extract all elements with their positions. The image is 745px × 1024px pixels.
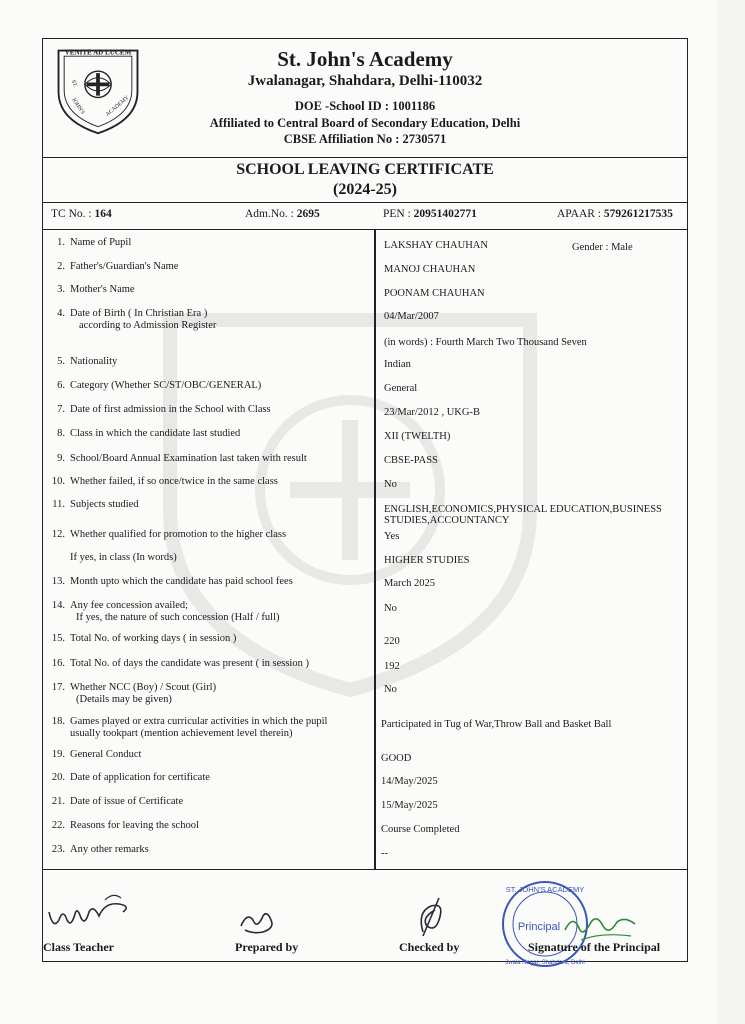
pupil-name: LAKSHAY CHAUHAN: [384, 240, 488, 251]
row-number: 14.: [51, 600, 65, 611]
pen-number: [383, 208, 477, 220]
row-label: Name of Pupil: [70, 237, 132, 248]
promotion-class: HIGHER STUDIES: [384, 555, 470, 566]
checked-by-signature-icon: [409, 892, 459, 942]
row-label: Date of application for certificate: [70, 772, 210, 783]
adm-value: 2695: [296, 208, 320, 220]
general-conduct: GOOD: [381, 753, 412, 764]
school-name: St. John's Academy: [277, 47, 453, 71]
date-of-birth-words: (in words) : Fourth March Two Thousand Seven: [384, 337, 587, 348]
row-label: Nationality: [70, 356, 118, 367]
certificate-session: (2024-25): [333, 181, 397, 198]
svg-text:ST. JOHN'S ACADEMY: ST. JOHN'S ACADEMY: [505, 885, 585, 894]
row-label: Date of Birth ( In Christian Era ): [70, 308, 208, 319]
principal-signature-icon: [561, 910, 641, 944]
gender: Gender : Male: [572, 242, 633, 253]
school-id: DOE -School ID : 1001186: [294, 99, 436, 113]
row-number: 10.: [51, 476, 65, 487]
row-number: 9.: [57, 453, 65, 464]
admission-number: [245, 208, 320, 220]
nationality: Indian: [384, 359, 411, 370]
row-number: 4.: [57, 308, 65, 319]
subjects-cont: STUDIES,ACCOUNTANCY: [384, 515, 510, 526]
header: [43, 39, 687, 158]
row-label: Total No. of working days ( in session ): [70, 633, 237, 644]
row-label: Subjects studied: [70, 499, 139, 510]
exam-result: CBSE-PASS: [384, 455, 438, 466]
row-label-sub: (Details may be given): [76, 694, 172, 705]
certificate-frame: [42, 38, 688, 966]
first-admission: 23/Mar/2012 , UKG-B: [384, 407, 480, 418]
pen-value: 20951402771: [413, 208, 477, 220]
row-number: 1.: [57, 237, 65, 248]
svg-text:Principal: Principal: [517, 921, 561, 933]
row-number: 3.: [57, 284, 65, 295]
row-label: Games played or extra curricular activities in which the pupil: [70, 716, 328, 727]
row-label: School/Board Annual Examination last taken with result: [70, 453, 307, 464]
days-present: 192: [384, 661, 400, 672]
row-number: 12.: [51, 529, 65, 540]
row-number: 5.: [57, 356, 65, 367]
tc-label: TC No. :: [51, 208, 92, 220]
row-label: Class in which the candidate last studied: [70, 428, 241, 439]
prepared-by-label: Prepared by: [235, 940, 299, 954]
row-number: 13.: [51, 576, 65, 587]
row-number: 20.: [51, 772, 65, 783]
fees-paid-upto: March 2025: [384, 578, 436, 589]
apaar-value: 579261217535: [603, 208, 673, 220]
issue-date: 15/May/2025: [381, 800, 438, 811]
affiliation-text: Affiliated to Central Board of Secondary Education, Delhi: [209, 116, 521, 130]
svg-text:ACADEMY: ACADEMY: [104, 94, 131, 118]
tc-value: 164: [94, 208, 112, 220]
row-number: 18.: [51, 716, 65, 727]
extra-curricular: Participated in Tug of War,Throw Ball and Basket Ball: [381, 719, 612, 730]
category: General: [384, 383, 418, 394]
row-label: Whether failed, if so once/twice in the same class: [70, 476, 278, 487]
row-number: 16.: [51, 658, 65, 669]
row-label-sub: If yes, the nature of such concession (Half / full): [76, 612, 280, 623]
certificate-title-block: [43, 157, 687, 203]
signature-footer: [43, 869, 687, 966]
row-number: 23.: [51, 844, 65, 855]
row-label: Whether NCC (Boy) / Scout (Girl): [70, 682, 217, 693]
row-label: Date of first admission in the School with Class: [70, 404, 271, 415]
row-number: 21.: [51, 796, 65, 807]
ncc-scout: No: [384, 684, 397, 695]
svg-text:VENITE AD LUCEM: VENITE AD LUCEM: [64, 48, 132, 57]
row-number: 11.: [52, 499, 65, 510]
application-date: 14/May/2025: [381, 776, 438, 787]
apaar-label: APAAR :: [557, 208, 601, 220]
row-label: Date of issue of Certificate: [70, 796, 184, 807]
principal-signature-label: Signature of the Principal: [528, 940, 661, 954]
working-days: 220: [384, 636, 400, 647]
apaar-number: [557, 208, 673, 220]
details-table: [43, 229, 687, 869]
row-number: 17.: [51, 682, 65, 693]
promotion-qualified: Yes: [384, 531, 400, 542]
leaving-reason: Course Completed: [381, 824, 460, 835]
father-name: MANOJ CHAUHAN: [384, 264, 476, 275]
date-of-birth: 04/Mar/2007: [384, 311, 439, 322]
row-label-sub: according to Admission Register: [79, 320, 217, 331]
school-address: Jwalanagar, Shahdara, Delhi-110032: [247, 73, 483, 89]
subjects: ENGLISH,ECONOMICS,PHYSICAL EDUCATION,BUSINESS: [384, 504, 662, 515]
row-label: Month upto which the candidate has paid school fees: [70, 576, 293, 587]
row-label: Any other remarks: [70, 844, 149, 855]
svg-text:ST.: ST.: [69, 79, 79, 89]
row-number: 8.: [57, 428, 65, 439]
row-label: Category (Whether SC/ST/OBC/GENERAL): [70, 380, 262, 391]
row-label: Mother's Name: [70, 284, 135, 295]
row-number: 6.: [57, 380, 65, 391]
mother-name: POONAM CHAUHAN: [384, 288, 485, 299]
row-number: 22.: [51, 820, 65, 831]
svg-text:Jwala Nagar, Shahdara, Delhi: Jwala Nagar, Shahdara, Delhi: [505, 960, 585, 966]
row-label: General Conduct: [70, 749, 142, 760]
pen-label: PEN :: [383, 208, 411, 220]
row-label: Whether qualified for promotion to the higher class: [70, 529, 287, 540]
fee-concession: No: [384, 603, 397, 614]
other-remarks: --: [381, 848, 388, 859]
adm-label: Adm.No. :: [245, 208, 294, 220]
certificate-title: SCHOOL LEAVING CERTIFICATE: [236, 161, 494, 178]
row-number: 7.: [57, 404, 65, 415]
tc-number: [51, 208, 112, 220]
row-label-sub: If yes, in class (In words): [70, 552, 177, 563]
prepared-by-signature-icon: [233, 906, 283, 942]
row-label-sub: usually tookpart (mention achievement level therein): [70, 728, 293, 739]
row-number: 2.: [57, 261, 65, 272]
failed-status: No: [384, 479, 397, 490]
svg-text:JOHN'S: JOHN'S: [70, 97, 86, 116]
id-row: [43, 203, 687, 230]
row-label: Total No. of days the candidate was present ( in session ): [70, 658, 309, 669]
row-label: Father's/Guardian's Name: [70, 261, 179, 272]
last-class: XII (TWELTH): [384, 431, 451, 442]
row-label: Reasons for leaving the school: [70, 820, 199, 831]
checked-by-label: Checked by: [399, 940, 460, 954]
class-teacher-label: Class Teacher: [43, 940, 115, 954]
cbse-affiliation-no: CBSE Affiliation No : 2730571: [283, 132, 447, 146]
class-teacher-signature-icon: [43, 890, 143, 934]
row-number: 15.: [51, 633, 65, 644]
row-number: 19.: [51, 749, 65, 760]
row-label: Any fee concession availed;: [70, 600, 189, 611]
